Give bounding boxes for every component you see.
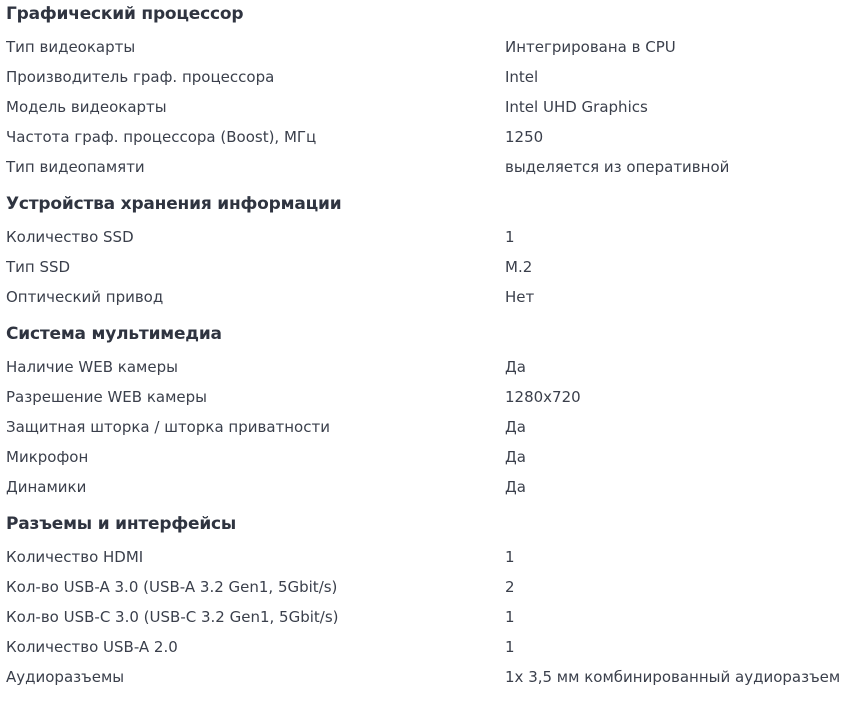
spec-label: Частота граф. процессора (Boost), МГц	[6, 128, 317, 146]
spec-row	[6, 122, 843, 152]
spec-value: 1	[505, 228, 515, 246]
section-title: Устройства хранения информации	[6, 194, 342, 214]
spec-label: Количество USB-A 2.0	[6, 638, 178, 656]
spec-label: Микрофон	[6, 448, 89, 466]
spec-value: Да	[505, 448, 526, 466]
spec-label: Тип видеопамяти	[6, 158, 145, 176]
spec-label: Тип видеокарты	[6, 38, 136, 56]
spec-value: Интегрирована в CPU	[505, 38, 676, 56]
spec-row	[6, 412, 843, 442]
section-ports	[6, 512, 843, 692]
spec-value: выделяется из оперативной	[505, 158, 730, 176]
spec-row	[6, 662, 843, 692]
spec-value: 1	[505, 608, 515, 626]
spec-value: Да	[505, 478, 526, 496]
spec-row	[6, 222, 843, 252]
spec-row	[6, 92, 843, 122]
spec-row	[6, 282, 843, 312]
spec-row	[6, 472, 843, 502]
spec-row	[6, 632, 843, 662]
spec-value: Да	[505, 418, 526, 436]
spec-label: Защитная шторка / шторка приватности	[6, 418, 330, 436]
section-title: Разъемы и интерфейсы	[6, 514, 237, 534]
spec-row	[6, 442, 843, 472]
spec-label: Кол-во USB-A 3.0 (USB-A 3.2 Gen1, 5Gbit/s)	[6, 578, 338, 596]
section-title: Система мультимедиа	[6, 324, 222, 344]
spec-value: 1x 3,5 мм комбинированный аудиоразъем	[505, 668, 841, 686]
spec-label: Динамики	[6, 478, 87, 496]
section-storage	[6, 192, 843, 312]
spec-value: Да	[505, 358, 526, 376]
section-multimedia	[6, 322, 843, 502]
spec-label: Модель видеокарты	[6, 98, 167, 116]
spec-label: Разрешение WEB камеры	[6, 388, 207, 406]
spec-row	[6, 352, 843, 382]
spec-value: 2	[505, 578, 515, 596]
spec-row	[6, 62, 843, 92]
spec-label: Тип SSD	[6, 258, 71, 276]
spec-value: M.2	[505, 258, 533, 276]
spec-row	[6, 382, 843, 412]
spec-label: Количество HDMI	[6, 548, 144, 566]
spec-row	[6, 152, 843, 182]
spec-row	[6, 572, 843, 602]
spec-row	[6, 602, 843, 632]
spec-row	[6, 32, 843, 62]
spec-label: Аудиоразъемы	[6, 668, 125, 686]
spec-value: Intel UHD Graphics	[505, 98, 648, 116]
spec-value: 1250	[505, 128, 544, 146]
section-title: Графический процессор	[6, 4, 244, 24]
spec-row	[6, 542, 843, 572]
section-gpu	[6, 2, 843, 182]
spec-label: Кол-во USB-C 3.0 (USB-C 3.2 Gen1, 5Gbit/s)	[6, 608, 339, 626]
spec-label: Количество SSD	[6, 228, 134, 246]
spec-label: Производитель граф. процессора	[6, 68, 275, 86]
spec-value: Нет	[505, 288, 535, 306]
spec-value: Intel	[505, 68, 539, 86]
spec-value: 1280x720	[505, 388, 581, 406]
spec-value: 1	[505, 548, 515, 566]
spec-row	[6, 252, 843, 282]
spec-label: Оптический привод	[6, 288, 164, 306]
spec-label: Наличие WEB камеры	[6, 358, 178, 376]
spec-value: 1	[505, 638, 515, 656]
